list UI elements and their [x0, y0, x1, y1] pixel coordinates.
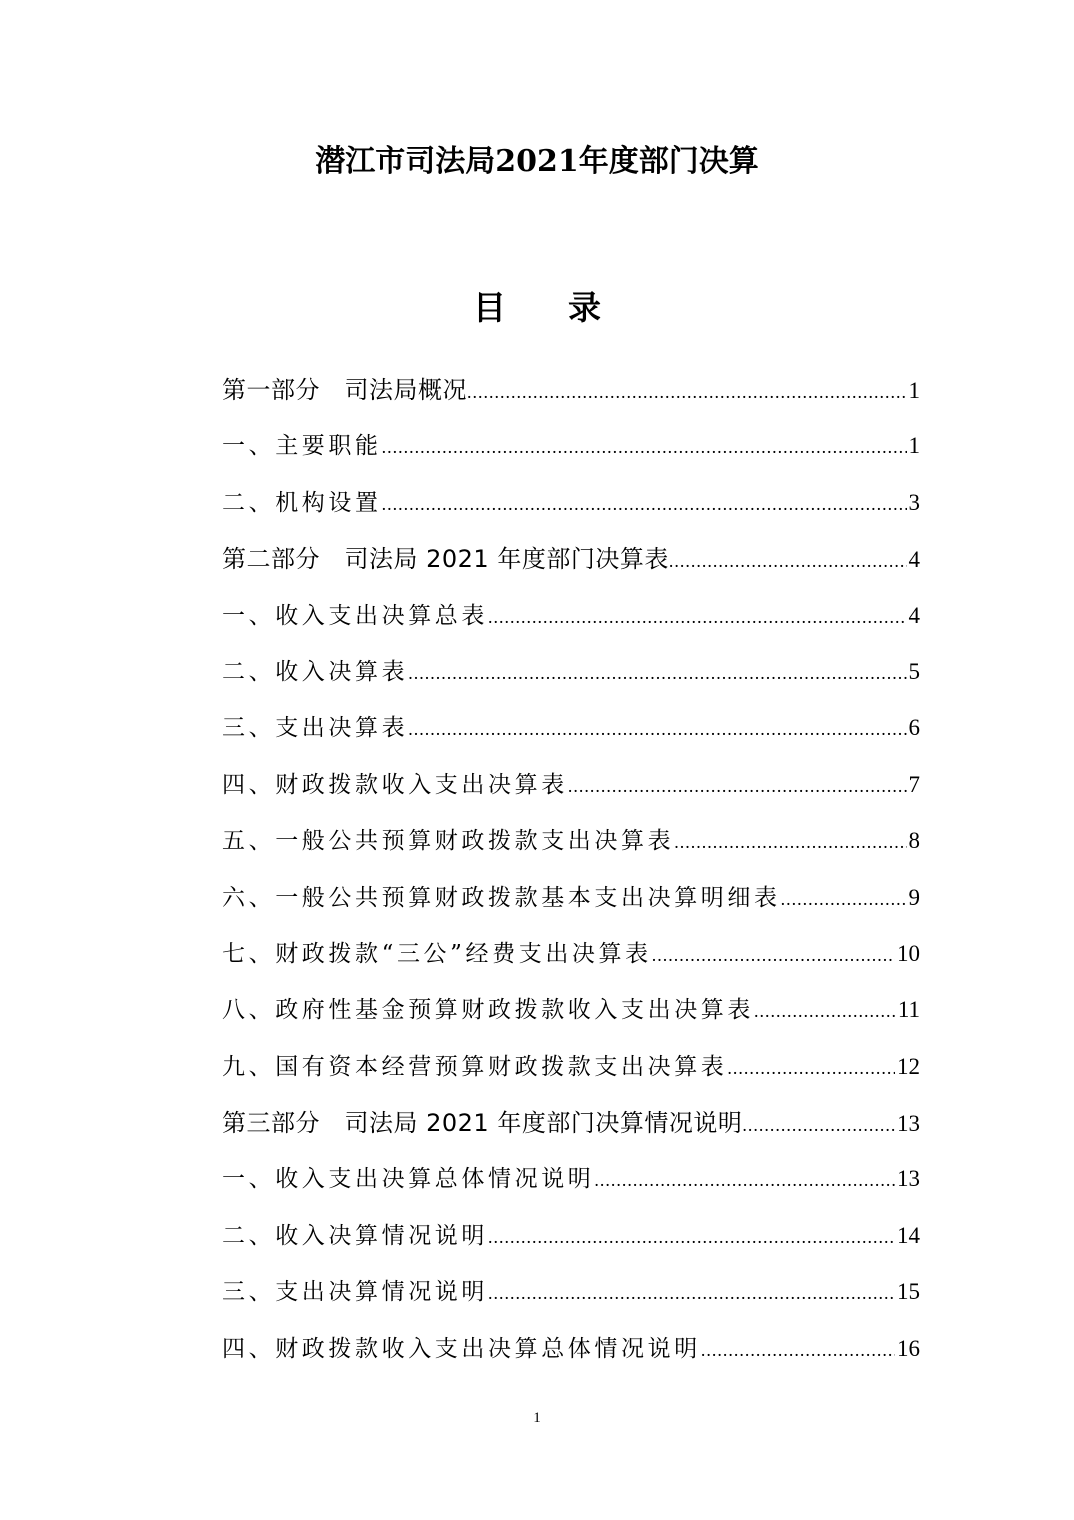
toc-entry[interactable]	[222, 475, 920, 531]
toc-entry-page: 8	[908, 828, 920, 854]
toc-entry-title: 四、财政拨款收入支出决算总体情况说明	[222, 1335, 701, 1362]
toc-dot-leader	[382, 419, 907, 475]
toc-entry-title: 四、财政拨款收入支出决算表	[222, 771, 568, 798]
toc-entry-title: 一、主要职能	[222, 433, 382, 460]
toc-dot-leader	[781, 871, 907, 927]
toc-entry[interactable]	[222, 1151, 920, 1207]
toc-dot-leader	[594, 1152, 895, 1208]
toc-dot-leader	[488, 1265, 895, 1321]
toc-entry[interactable]	[222, 418, 920, 474]
table-of-contents	[222, 362, 920, 1377]
toc-entry[interactable]	[222, 588, 920, 644]
toc-entry-title: 三、支出决算表	[222, 715, 409, 742]
toc-entry-page: 6	[908, 715, 920, 741]
toc-dot-leader	[727, 1040, 895, 1096]
toc-entry-title: 二、机构设置	[222, 489, 382, 516]
toc-entry-page: 12	[897, 1053, 920, 1079]
toc-entry[interactable]	[222, 870, 920, 926]
toc-entry-title: 第二部分 司法局 2021 年度部门决算表	[222, 545, 669, 574]
toc-dot-leader	[488, 1209, 895, 1265]
toc-dot-leader	[754, 983, 896, 1039]
toc-dot-leader	[467, 364, 907, 420]
toc-entry-part-2[interactable]	[222, 531, 920, 587]
toc-entry-page: 13	[897, 1111, 920, 1137]
toc-entry-title: 三、支出决算情况说明	[222, 1279, 488, 1306]
toc-entry[interactable]	[222, 1039, 920, 1095]
toc-dot-leader	[701, 1322, 895, 1378]
toc-dot-leader	[408, 701, 906, 757]
toc-entry-page: 4	[908, 547, 920, 573]
toc-entry-title: 二、收入决算情况说明	[222, 1222, 488, 1249]
toc-entry-page: 7	[908, 771, 920, 797]
toc-entry-page: 13	[897, 1166, 920, 1192]
toc-dot-leader	[568, 758, 907, 814]
toc-entry-title: 一、收入支出决算总表	[222, 602, 488, 629]
toc-dot-leader	[742, 1097, 895, 1153]
toc-dot-leader	[408, 645, 906, 701]
toc-entry[interactable]	[222, 757, 920, 813]
toc-entry-part-3[interactable]	[222, 1095, 920, 1151]
toc-dot-leader	[652, 927, 895, 983]
toc-entry[interactable]	[222, 644, 920, 700]
toc-entry-title: 五、一般公共预算财政拨款支出决算表	[222, 828, 675, 855]
toc-entry-title: 七、财政拨款“三公”经费支出决算表	[222, 940, 652, 967]
page-number: 1	[533, 1410, 541, 1426]
toc-entry[interactable]	[222, 1264, 920, 1320]
toc-entry-title: 二、收入决算表	[222, 658, 409, 685]
toc-entry[interactable]	[222, 926, 920, 982]
toc-entry-page: 15	[897, 1279, 920, 1305]
toc-entry-title: 六、一般公共预算财政拨款基本支出决算明细表	[222, 884, 781, 911]
toc-dot-leader	[382, 476, 907, 532]
toc-entry-page: 14	[897, 1222, 920, 1248]
toc-heading: 目录	[473, 288, 663, 327]
toc-entry-title: 八、政府性基金预算财政拨款收入支出决算表	[222, 997, 754, 1024]
toc-entry[interactable]	[222, 813, 920, 869]
toc-dot-leader	[669, 533, 907, 589]
toc-entry-title: 九、国有资本经营预算财政拨款支出决算表	[222, 1053, 728, 1080]
toc-entry-page: 1	[908, 433, 920, 459]
document-title: 潜江市司法局2021年度部门决算	[315, 144, 759, 179]
toc-entry-part-1[interactable]	[222, 362, 920, 418]
toc-entry-title: 第三部分 司法局 2021 年度部门决算情况说明	[222, 1109, 743, 1138]
toc-entry-page: 3	[908, 489, 920, 515]
toc-entry-page: 9	[908, 884, 920, 910]
toc-dot-leader	[488, 589, 907, 645]
toc-entry-page: 16	[897, 1335, 920, 1361]
toc-entry-title: 一、收入支出决算总体情况说明	[222, 1166, 595, 1193]
toc-dot-leader	[674, 814, 906, 870]
toc-entry-page: 4	[908, 602, 920, 628]
toc-entry-page: 10	[897, 940, 920, 966]
toc-entry[interactable]	[222, 1208, 920, 1264]
toc-entry-page: 5	[908, 658, 920, 684]
toc-entry[interactable]	[222, 1321, 920, 1377]
toc-entry[interactable]	[222, 982, 920, 1038]
toc-entry[interactable]	[222, 700, 920, 756]
toc-entry-title: 第一部分 司法局概况	[222, 376, 467, 404]
toc-entry-page: 11	[897, 997, 920, 1023]
toc-entry-page: 1	[908, 378, 920, 403]
